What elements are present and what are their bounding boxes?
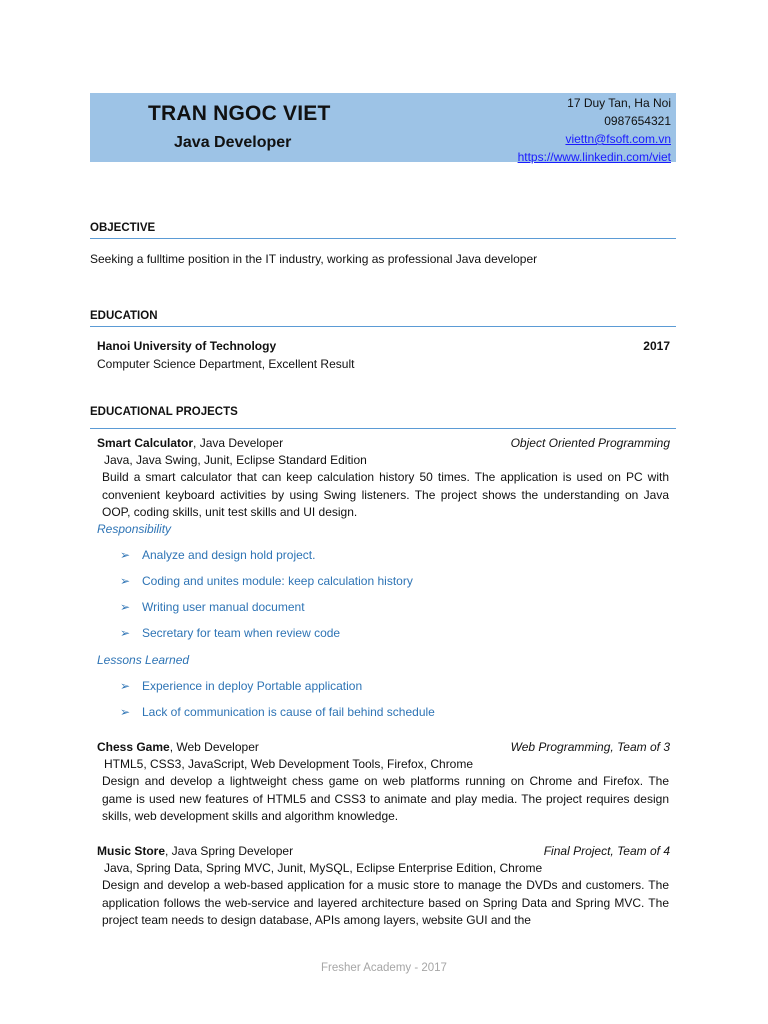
objective-text: Seeking a fulltime position in the IT industry, working as professional Java developer [90,252,538,266]
arrowhead-bullet-icon: ➢ [120,626,131,640]
linkedin-link[interactable]: https://www.linkedin.com/viet [517,150,671,164]
contact-block [518,94,671,166]
job-title: Java Developer [174,134,292,151]
arrowhead-bullet-icon: ➢ [120,600,131,614]
project-role: , Java Developer [193,436,284,450]
project-title [97,843,293,860]
email-link[interactable]: viettn@fsoft.com.vn [565,132,671,146]
project-tech: Java, Spring Data, Spring MVC, Junit, MySQL, Eclipse Enterprise Edition, Chrome [104,861,543,875]
project-context: Web Programming, Team of 3 [510,740,670,754]
project-role: , Java Spring Developer [165,844,294,858]
school-name: Hanoi University of Technology [97,339,277,353]
project-context: Final Project, Team of 4 [543,844,670,858]
arrowhead-bullet-icon: ➢ [120,548,131,562]
graduation-year: 2017 [643,339,670,353]
objective-heading: OBJECTIVE [90,222,156,234]
project-name: Smart Calculator [97,436,194,450]
candidate-name: TRAN NGOC VIET [148,102,331,125]
project-description: Design and develop a web-based application for a music store to manage the DVDs and customers. The application follows the web-service and layered architecture based on Spring Data and Spring MVC. The project team needs to design database, APIs among layers, website GUI and the [102,878,669,927]
lesson-item: ➢ Lack of communication is cause of fail behind schedule [120,705,435,719]
lessons-label: Lessons Learned [97,653,190,667]
project-tech: HTML5, CSS3, JavaScript, Web Development Tools, Firefox, Chrome [104,757,474,771]
arrowhead-bullet-icon: ➢ [120,705,131,719]
projects-heading: EDUCATIONAL PROJECTS [90,406,238,418]
address: 17 Duy Tan, Ha Noi [567,96,671,110]
section-divider [90,238,676,239]
project-title [97,435,283,452]
project-title [97,739,259,756]
section-divider [90,428,676,429]
project-tech: Java, Java Swing, Junit, Eclipse Standard Edition [104,453,367,467]
project-description: Build a smart calculator that can keep calculation history 50 times. The application is used on PC with convenient keyboard activities by using Swing listeners. The project shows the understanding on Java OOP, coding skills, unit test skills and UI design. [102,470,669,519]
page-footer: Fresher Academy - 2017 [321,962,447,974]
project-description: Design and develop a lightweight chess game on web platforms running on Chrome and Firefox. The game is used new features of HTML5 and CSS3 to animate and play media. The project requires design skills, web development skills and algorithm knowledge. [102,774,669,823]
responsibility-label: Responsibility [97,522,172,536]
education-detail: Computer Science Department, Excellent Result [97,357,355,371]
responsibility-item: ➢ Analyze and design hold project. [120,548,316,562]
arrowhead-bullet-icon: ➢ [120,574,131,588]
project-role: , Web Developer [169,740,259,754]
responsibility-item: ➢ Coding and unites module: keep calculation history [120,574,413,588]
responsibility-item: ➢ Writing user manual document [120,600,305,614]
lesson-item: ➢ Experience in deploy Portable application [120,679,363,693]
project-name: Music Store [97,844,166,858]
arrowhead-bullet-icon: ➢ [120,679,131,693]
responsibility-item: ➢ Secretary for team when review code [120,626,341,640]
phone: 0987654321 [604,114,671,128]
section-divider [90,326,676,327]
education-heading: EDUCATION [90,310,158,322]
project-context: Object Oriented Programming [510,436,670,450]
project-name: Chess Game [97,740,170,754]
